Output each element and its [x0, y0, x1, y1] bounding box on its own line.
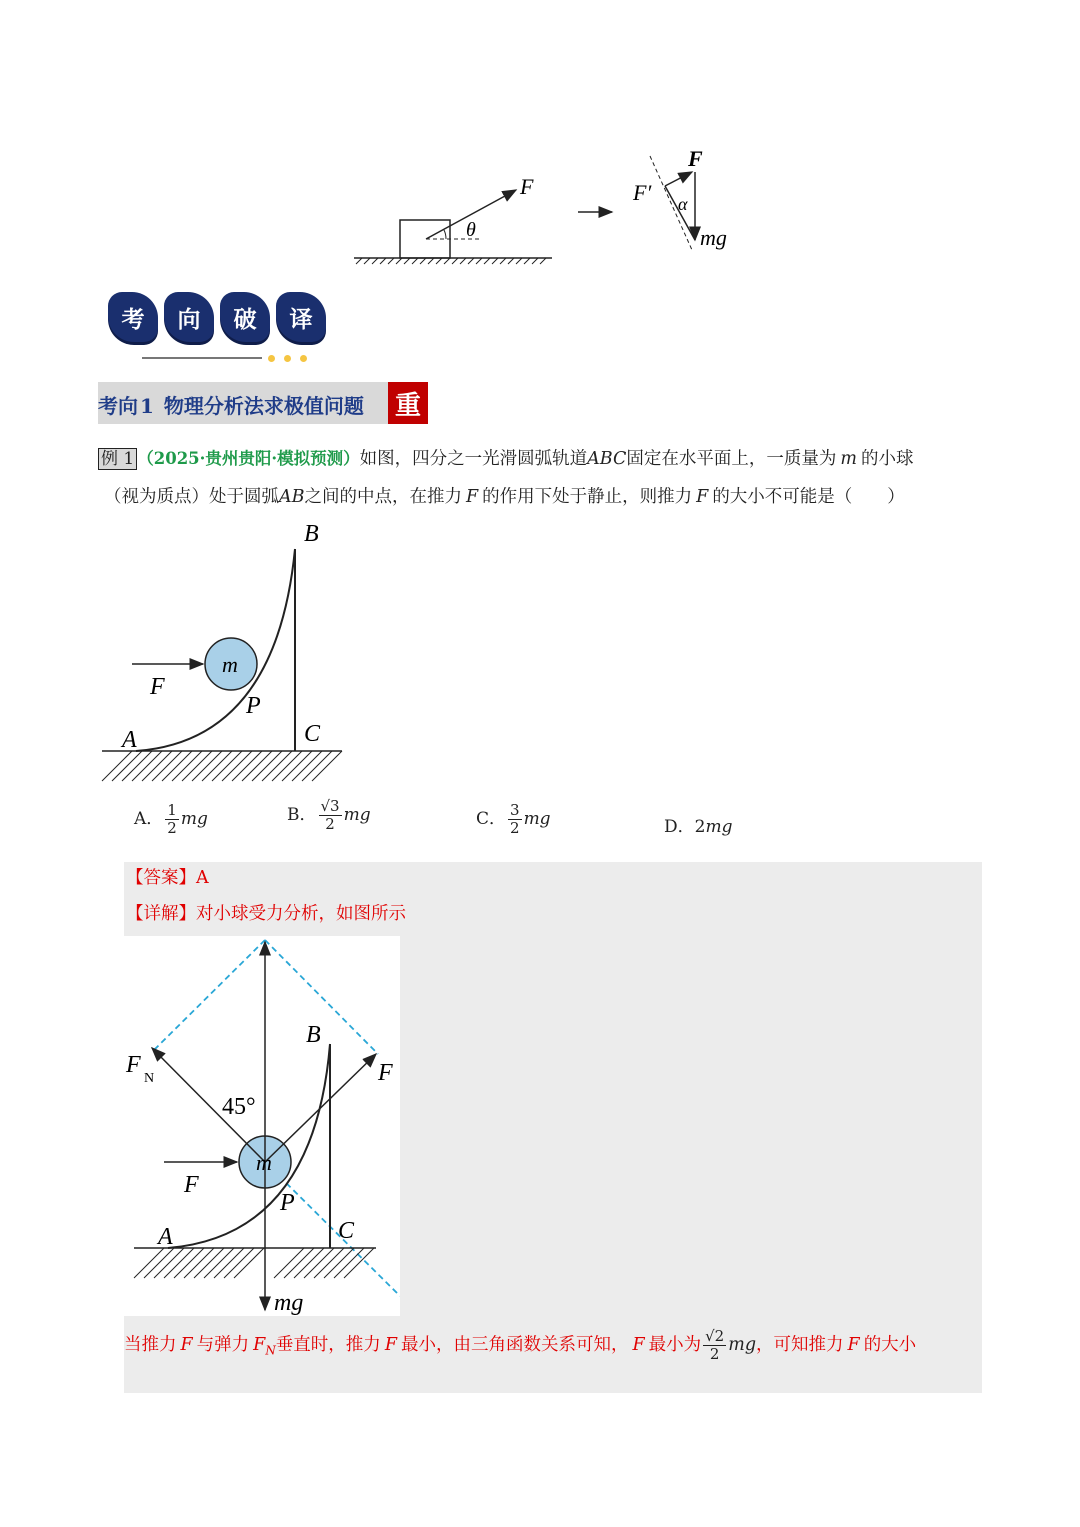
label-alpha: α: [678, 194, 688, 214]
label-FN-sub: N: [144, 1071, 155, 1086]
label-m: m: [222, 652, 238, 677]
question-line-2: [104, 483, 905, 508]
fraction: $\frac{3}{2}$: [510, 801, 520, 837]
fraction: $\frac{√2}{2}$: [705, 1327, 725, 1363]
label-A: A: [122, 727, 137, 753]
badge-3: 破: [220, 292, 270, 342]
label-B: B: [306, 1022, 321, 1048]
answer-value: A: [196, 868, 209, 888]
label-P: P: [280, 1190, 295, 1216]
label-FN: F: [126, 1052, 141, 1078]
example-source: （2025·贵州贵阳·模拟预测）: [137, 449, 360, 468]
option-unit: mg: [523, 809, 551, 829]
option-value: 2: [694, 817, 706, 837]
q-text: 固定在水平面上，一质量为: [626, 449, 837, 469]
label-F-left: F: [184, 1172, 199, 1198]
importance-tag: 重: [388, 382, 428, 424]
q-text: 如图，四分之一光滑圆弧轨道: [359, 449, 588, 469]
q-text: 的大小不可能是（ ）: [712, 487, 905, 507]
option-a[interactable]: [134, 802, 208, 837]
label-P: P: [246, 693, 261, 719]
dot-3: [300, 355, 307, 362]
figure-question: [96, 515, 356, 785]
topic-title-text: 物理分析法求极值问题: [163, 394, 364, 418]
q-text: （视为质点）处于圆弧: [104, 487, 279, 507]
detail-label: 【详解】: [126, 904, 196, 924]
option-unit: mg: [343, 805, 371, 825]
topic-prefix: 考向: [98, 394, 138, 418]
dot-2: [284, 355, 291, 362]
option-unit: mg: [180, 809, 208, 829]
example-label: 例 1: [98, 448, 137, 470]
option-b[interactable]: [287, 798, 371, 833]
fraction: $\frac{1}{2}$: [167, 801, 177, 837]
badge-2: 向: [164, 292, 214, 342]
option-letter: C．: [476, 809, 507, 829]
q-m: m: [840, 449, 857, 469]
detail-line: [126, 900, 406, 925]
conclusion-line: 当推力 F 与弹力 $F_N$垂直时，推力 F 最小，由三角函数关系可知， F 最小为 $\frac{√2}{2}$ mg，可知推力 F 的大小: [124, 1327, 917, 1363]
min-force-arrow: [265, 1054, 376, 1162]
dot-1: [268, 355, 275, 362]
q-text: 的小球: [860, 449, 914, 469]
q-abc: ABC: [587, 449, 627, 469]
label-45: 45°: [222, 1094, 256, 1120]
fraction: $\frac{√3}{2}$: [320, 797, 340, 833]
label-mg: mg: [700, 225, 727, 250]
label-F2: F: [688, 146, 703, 171]
topic-number: 1: [140, 394, 154, 418]
q-text: 的作用下处于静止，则推力: [482, 487, 693, 507]
detail-text: 对小球受力分析，如图所示: [196, 904, 406, 924]
badge-underline: [142, 357, 262, 359]
option-unit: mg: [705, 817, 733, 837]
option-letter: A．: [134, 809, 164, 829]
label-A: A: [158, 1224, 173, 1250]
figure-force-decomposition: [340, 140, 760, 280]
q-ab: AB: [279, 487, 305, 507]
answer-line: [126, 864, 209, 889]
option-letter: B．: [287, 805, 317, 825]
label-theta: θ: [466, 219, 476, 241]
q-text: 之间的中点，在推力: [304, 487, 462, 507]
badge-1: 考: [108, 292, 158, 342]
topic-title: [98, 390, 364, 419]
question-line-1: [98, 444, 913, 470]
option-c[interactable]: [476, 802, 551, 837]
label-m: m: [256, 1150, 272, 1175]
q-f: F: [466, 487, 479, 507]
label-F-right: F: [378, 1060, 393, 1086]
answer-label: 【答案】: [126, 868, 196, 888]
q-f: F: [696, 487, 709, 507]
option-letter: D．: [664, 817, 695, 837]
option-d[interactable]: [664, 812, 732, 837]
label-C: C: [304, 721, 321, 747]
label-F: F: [150, 674, 165, 700]
label-B: B: [304, 521, 319, 547]
badge-4: 译: [276, 292, 326, 342]
label-mg: mg: [274, 1290, 304, 1316]
label-F: F: [520, 174, 534, 199]
figure-answer: [124, 936, 400, 1316]
label-F-prime: F′: [633, 180, 652, 205]
label-C: C: [338, 1218, 355, 1244]
